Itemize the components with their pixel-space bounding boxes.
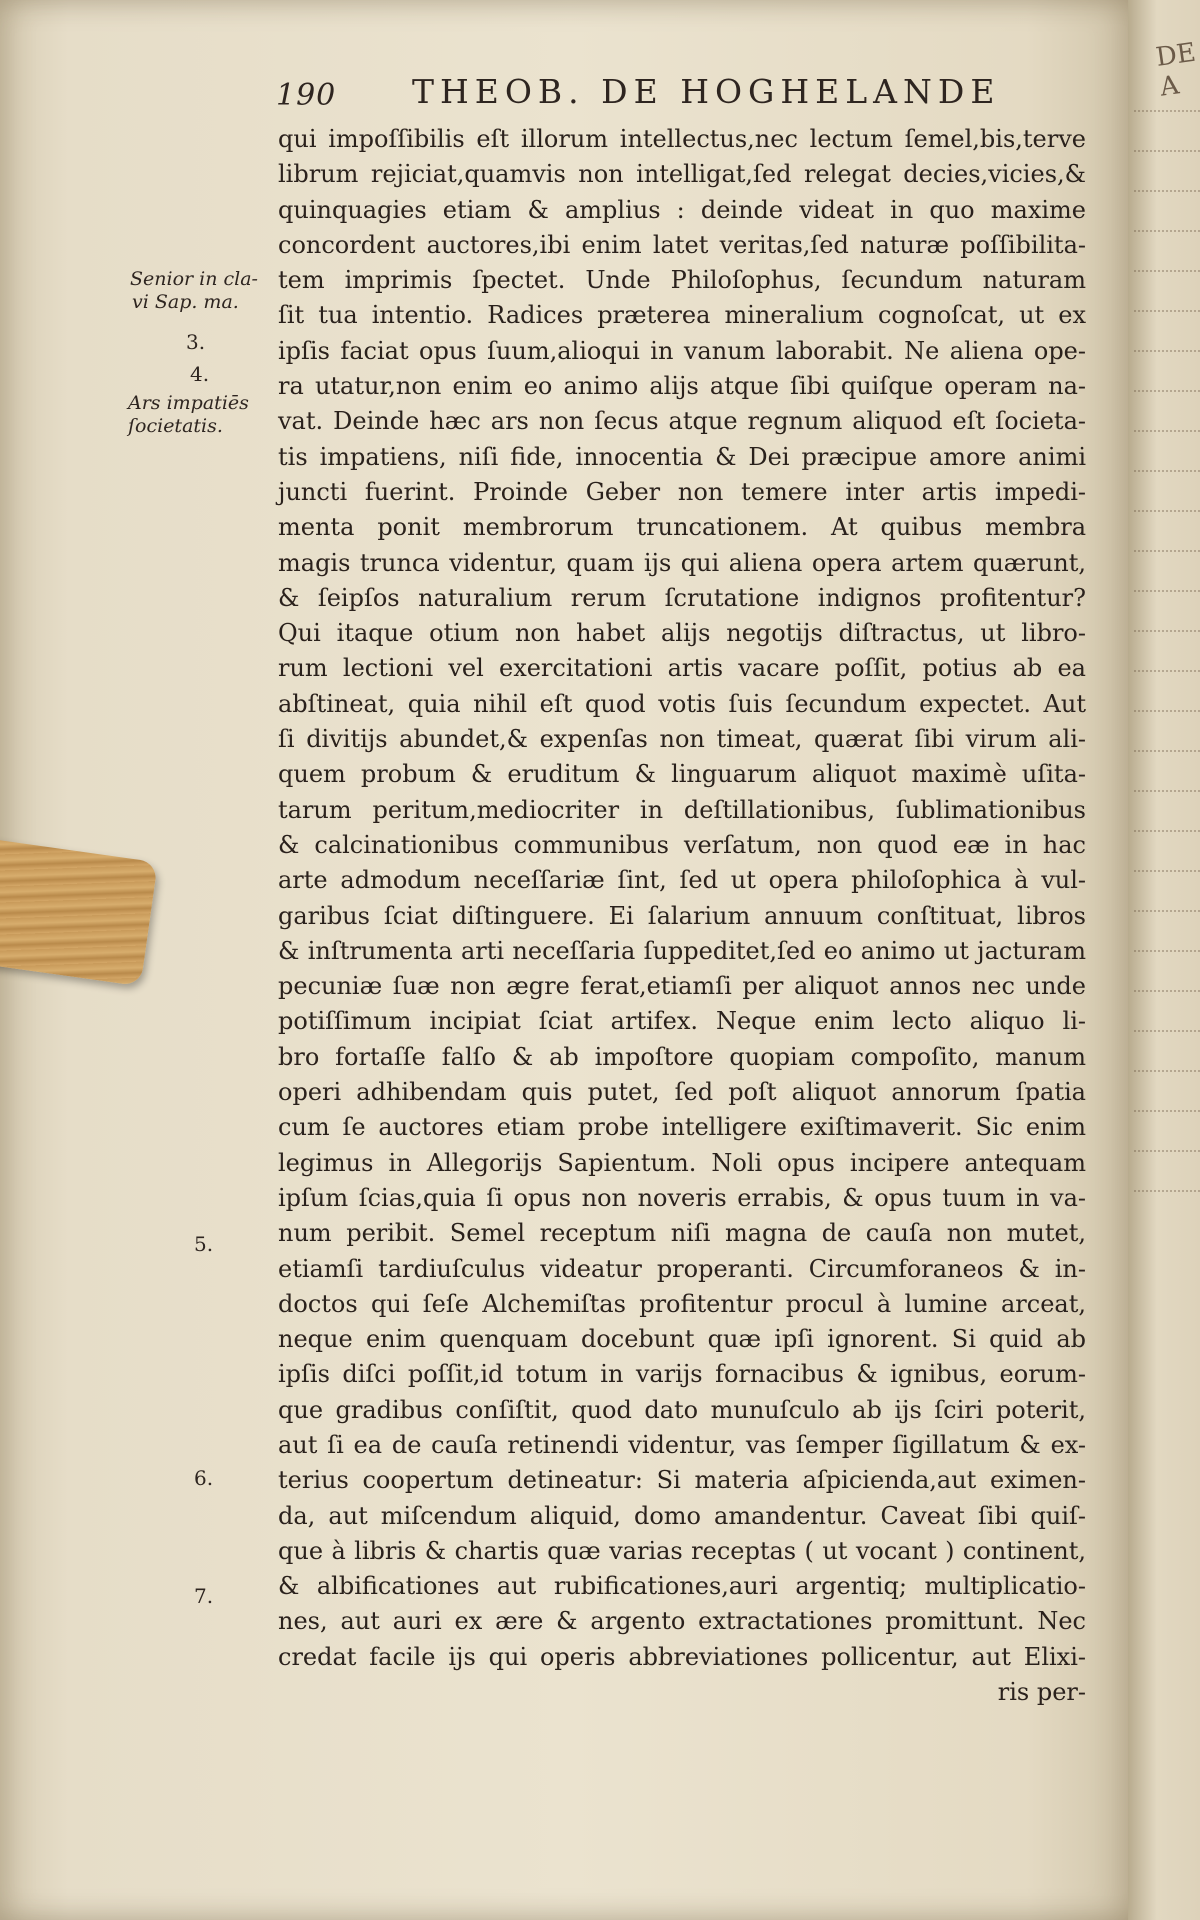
text-line: tem imprimis ſpectet. Unde Philoſophus, ſecundum naturam <box>278 266 1086 295</box>
text-line: garibus ſciat diſtinguere. Ei ſalarium annuum conſtituat, libros <box>278 901 1086 930</box>
text-line: que gradibus conſiſtit, quod dato munuſculo ab ijs ſciri poterit, <box>278 1395 1086 1424</box>
text-line: potiſſimum incipiat ſciat artifex. Neque enim lecto aliquo li- <box>278 1007 1086 1036</box>
text-line: legimus in Allegorijs Sapientum. Noli opus incipere antequam <box>278 1148 1086 1177</box>
text-line: menta ponit membrorum truncationem. At quibus membra <box>278 513 1086 542</box>
text-line: ipſis diſci poſſit,id totum in varijs fornacibus & ignibus, eorum- <box>278 1360 1086 1389</box>
text-line: juncti fuerint. Proinde Geber non temere inter artis impedi- <box>278 477 1086 506</box>
text-line: librum rejiciat,quamvis non intelligat,ſed relegat decies,vicies,& <box>278 160 1086 189</box>
text-line: aut ſi ea de cauſa retinendi videntur, vas ſemper ſigillatum & ex- <box>278 1430 1086 1459</box>
text-line: & ſeipſos naturalium rerum ſcrutatione indignos profitentur? <box>278 583 1086 612</box>
text-line: magis trunca videntur, quam ijs qui aliena opera artem quærunt, <box>278 548 1086 577</box>
text-line: ſit tua intentio. Radices præterea mineralium cognoſcat, ut ex <box>278 301 1086 330</box>
text-line: operi adhibendam quis putet, ſed poſt aliquot annorum ſpatia <box>278 1078 1086 1107</box>
marginal-number-6: 6. <box>194 1466 214 1490</box>
catchword: ris per- <box>997 1678 1086 1707</box>
text-line: que à libris & chartis quæ varias receptas ( ut vocant ) continent, <box>278 1536 1086 1565</box>
text-line: & inſtrumenta arti neceſſaria ſuppeditet,ſed eo animo ut jacturam <box>278 936 1086 965</box>
running-title: THEOB. DE HOGHELANDE <box>412 72 1001 111</box>
text-line: quem probum & eruditum & linguarum aliquot maximè uſita- <box>278 760 1086 789</box>
text-line: neque enim quenquam docebunt quæ ipſi ignorent. Si quid ab <box>278 1325 1086 1354</box>
marginal-note-senior <box>130 268 258 314</box>
text-line: & albificationes aut rubificationes,auri argentiq; multiplicatio- <box>278 1572 1086 1601</box>
marginal-note-senior-line2: vi Sap. ma. <box>132 291 239 313</box>
text-line: quinquagies etiam & amplius : deinde videat in quo maxime <box>278 195 1086 224</box>
text-line: da, aut miſcendum aliquid, domo amandentur. Caveat ſibi quiſ- <box>278 1501 1086 1530</box>
text-line: tis impatiens, niſi fide, innocentia & Dei præcipue amore animi <box>278 442 1086 471</box>
page-header <box>276 72 1096 112</box>
text-line: num peribit. Semel receptum niſi magna de cauſa non mutet, <box>278 1219 1086 1248</box>
marginal-number-7: 7. <box>194 1584 214 1608</box>
text-line: tarum peritum,mediocriter in deſtillationibus, ſublimationibus <box>278 795 1086 824</box>
facing-page-edge <box>1128 0 1200 1920</box>
marginal-note-ars <box>128 392 249 438</box>
text-line: ipſis faciat opus ſuum,alioqui in vanum laborabit. Ne aliena ope- <box>278 336 1086 365</box>
marginal-note-ars-line2: ſocietatis. <box>128 415 223 437</box>
text-line: pecuniæ ſuæ non ægre ferat,etiamſi per aliquot annos nec unde <box>278 972 1086 1001</box>
text-line: etiamſi tardiuſculus videatur properanti. Circumforaneos & in- <box>278 1254 1086 1283</box>
text-line: bro fortaſſe falſo & ab impoſtore quopiam compoſito, manum <box>278 1042 1086 1071</box>
text-line: rum lectioni vel exercitationi artis vacare poſſit, potius ab ea <box>278 654 1086 683</box>
text-line: ſi divitijs abundet,& expenſas non timeat, quærat ſibi virum ali- <box>278 725 1086 754</box>
text-line: nes, aut auri ex ære & argento extractationes promittunt. Nec <box>278 1607 1086 1636</box>
text-line: ra utatur,non enim eo animo alijs atque ſibi quiſque operam na- <box>278 372 1086 401</box>
text-line: abſtineat, quia nihil eſt quod votis ſuis ſecundum expectet. Aut <box>278 689 1086 718</box>
text-line: terius coopertum detineatur: Si materia aſpicienda,aut eximen- <box>278 1466 1086 1495</box>
text-line: qui impoſſibilis eſt illorum intellectus,nec lectum ſemel,bis,terve <box>278 125 1086 153</box>
text-line: concordent auctores,ibi enim latet veritas,ſed naturæ poſſibilita- <box>278 230 1086 259</box>
text-line: vat. Deinde hæc ars non ſecus atque regnum aliquod eſt ſocieta- <box>278 407 1086 436</box>
marginal-number-4: 4. <box>190 362 210 386</box>
text-line: credat facile ijs qui operis abbreviationes pollicentur, aut Elixi- <box>278 1642 1086 1671</box>
marginal-number-5: 5. <box>194 1232 214 1256</box>
text-line: cum ſe auctores etiam probe intelligere exiſtimaverit. Sic enim <box>278 1113 1086 1142</box>
marginal-note-ars-line1: Ars impatiēs <box>128 392 249 414</box>
body-text <box>278 122 1086 1710</box>
page-number: 190 <box>276 78 337 113</box>
text-line: arte admodum neceſſariæ ſint, ſed ut opera philoſophica à vul- <box>278 866 1086 895</box>
text-line: doctos qui ſeſe Alchemiſtas profitentur procul à lumine arceat, <box>278 1289 1086 1318</box>
text-line: ipſum ſcias,quia ſi opus non noveris errabis, & opus tuum in va- <box>278 1183 1086 1212</box>
text-line: Qui itaque otium non habet alijs negotijs diſtractus, ut libro- <box>278 619 1086 648</box>
text-line: & calcinationibus communibus verſatum, non quod eæ in hac <box>278 830 1086 859</box>
facing-page-title: DE A <box>1154 37 1198 103</box>
wooden-page-holder <box>0 839 158 986</box>
marginal-number-3: 3. <box>186 330 206 354</box>
marginal-note-senior-line1: Senior in cla- <box>130 268 258 290</box>
